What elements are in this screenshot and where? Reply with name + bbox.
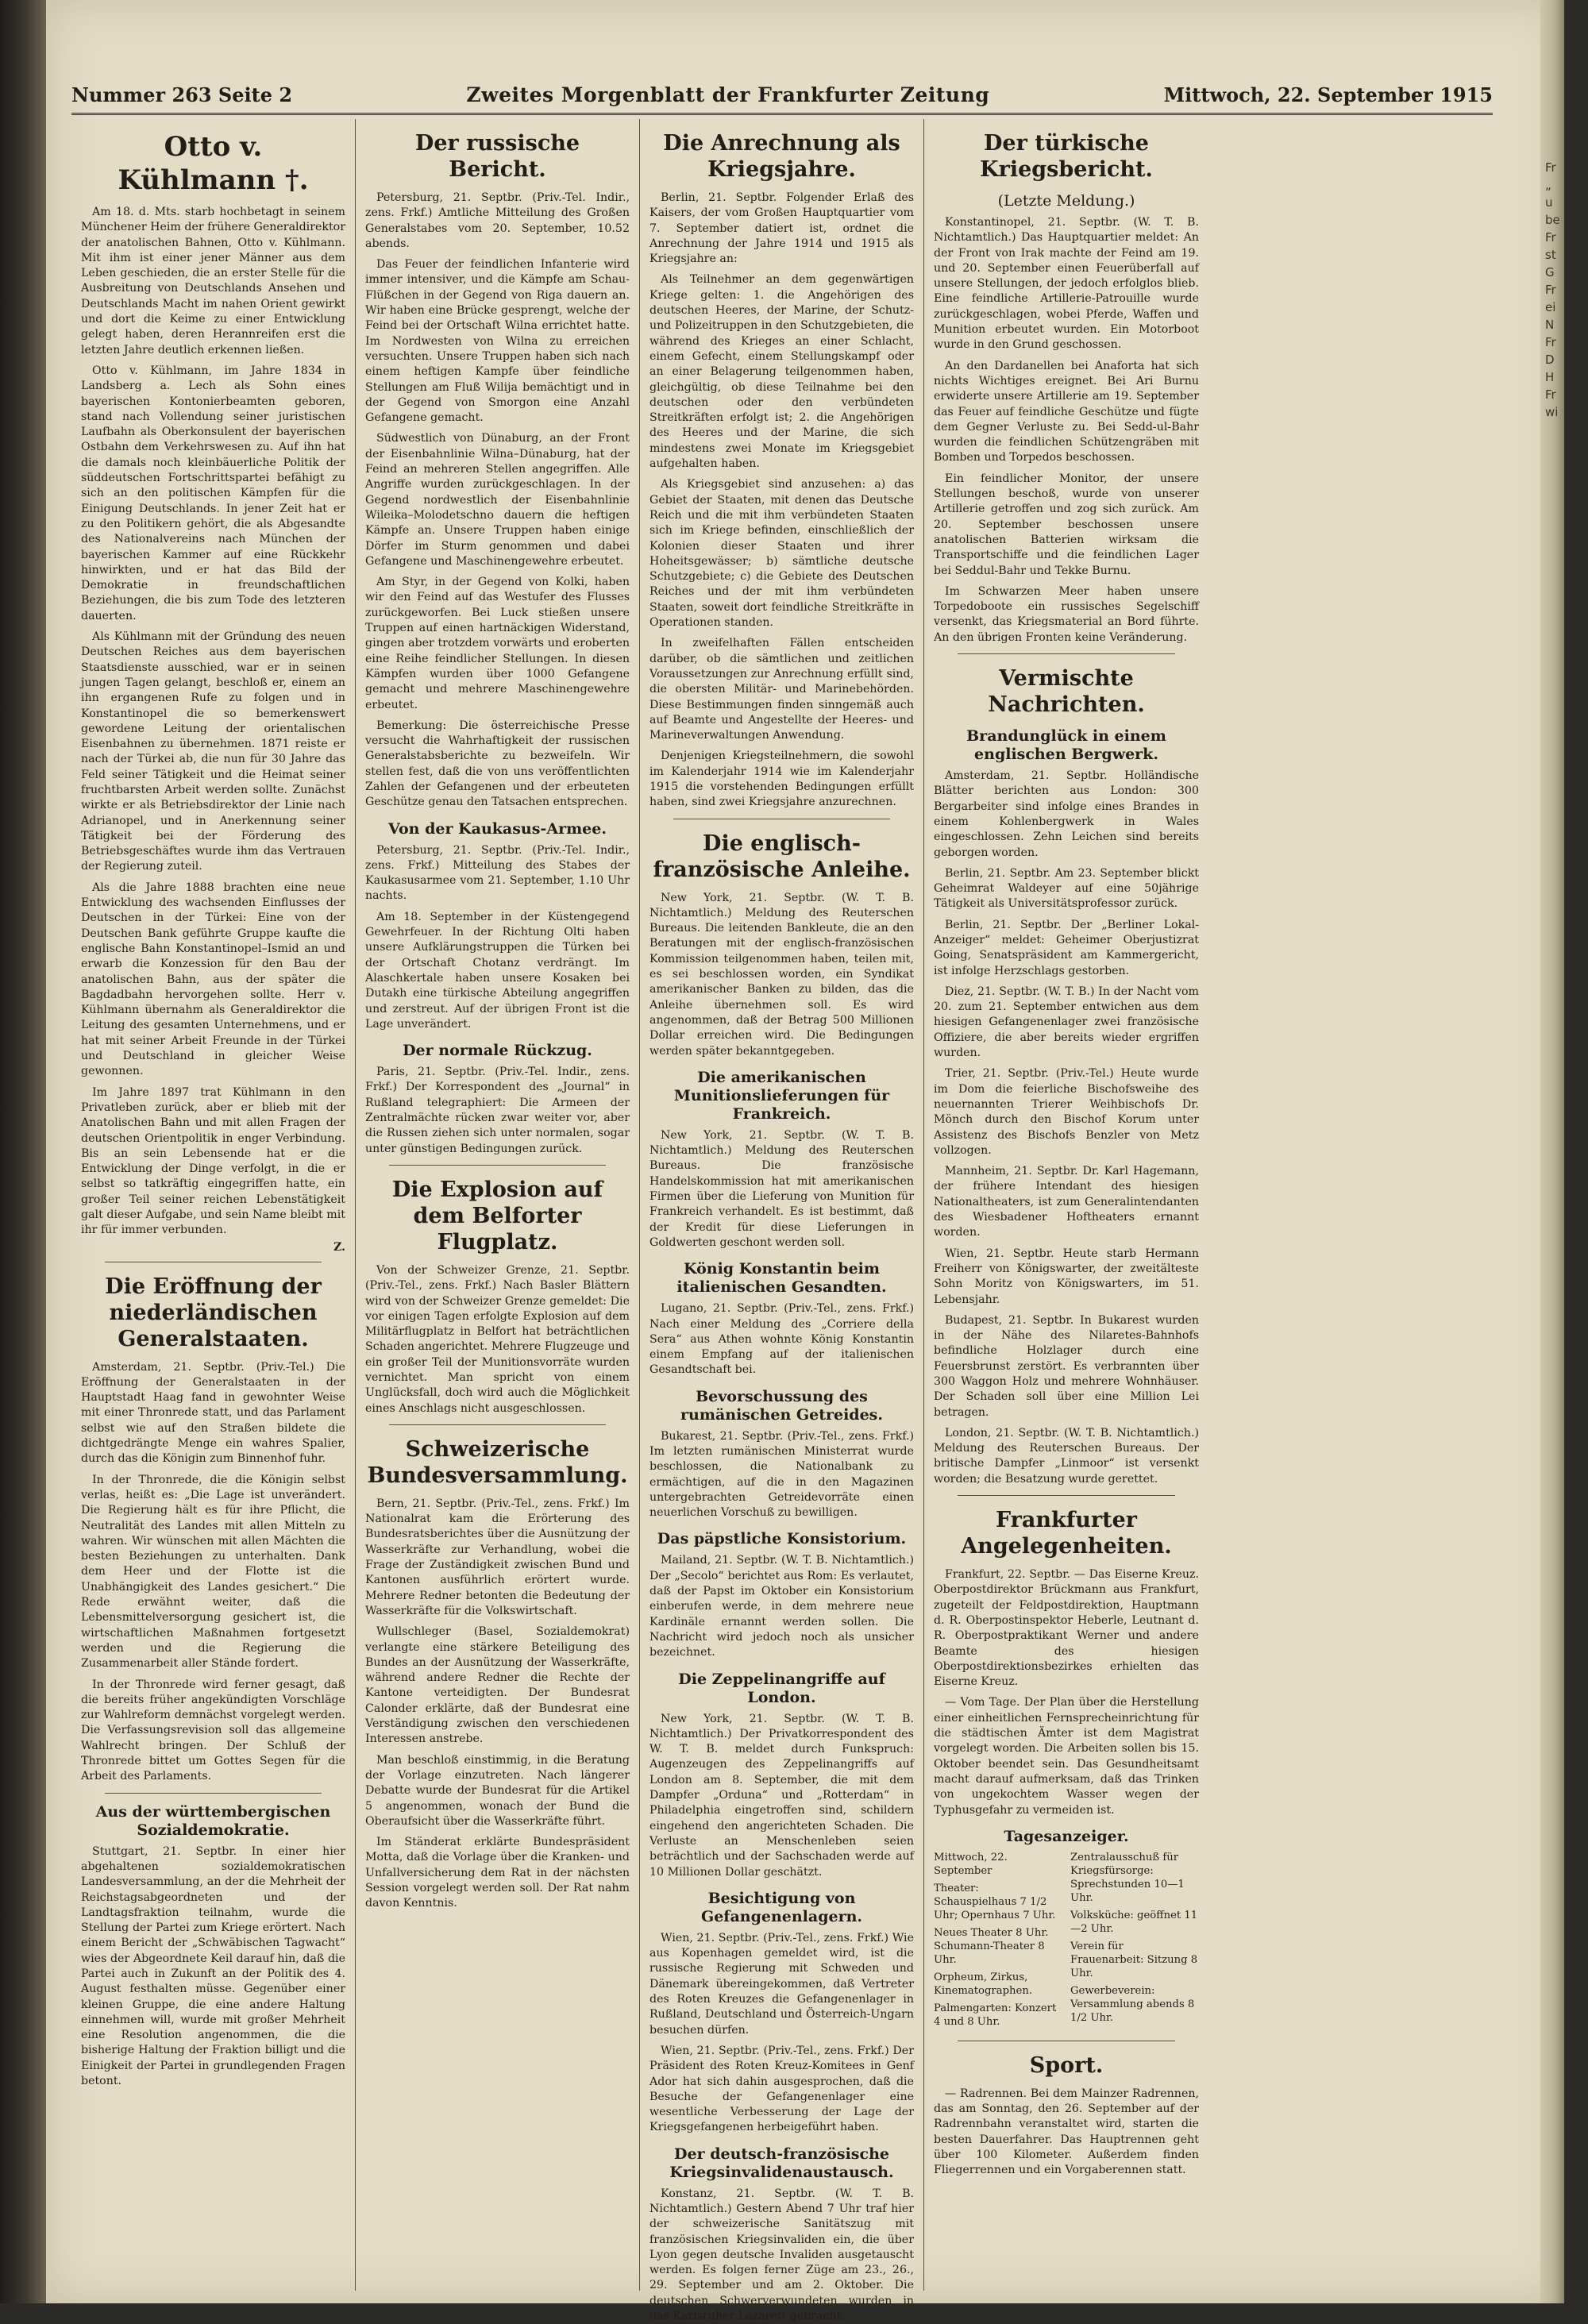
paragraph: Wien, 21. Septbr. (Priv.-Tel., zens. Frkf.) Der Präsident des Roten Kreuz-Komitees in Genf Ador hat sich dahin ausgesprochen, daß die Besuche der Gefangenenlager eine wesentliche Verbesserung der Lage der Kriegsgefangenen herbeigeführt haben. (649, 2044, 914, 2134)
article-sport (934, 2087, 1199, 2179)
paragraph: — Radrennen. Bei dem Mainzer Radrennen, das am Sonntag, den 26. September auf der Radrennbahn veranstaltet wird, starten die besten Dauerfahrer. Das Hauptrennen geht über 100 Kilometer. Außerdem finden Fliegerrennen und ein Vorgaberennen statt. (934, 2087, 1199, 2177)
paragraph: Im Jahre 1897 trat Kühlmann in den Privatleben zurück, aber er blieb mit der Anatolischen Bahn und mit allen Fragen der deutschen Orientpolitik in enger Verbindung. Bis an sein Lebensende hat er die Entwicklung der Dinge verfolgt, in die er selbst so tatkräftig eingegriffen hatte, ein großer Teil seiner reichen Lebenstätigkeit galt dieser Aufgabe, und sein Name bleibt mit ihr für immer verbunden. (81, 1085, 345, 1237)
paragraph: Konstantinopel, 21. Septbr. (W. T. B. Nichtamtlich.) Das Hauptquartier meldet: An der Front von Irak machte der Feind am 19. und 20. September einen Feuerüberfall auf unsere Stellungen, der jedoch erfolglos blieb. Eine feindliche Artillerie-Patrouille wurde zurückgeschlagen, wobei Pferde, Waffen und Munition erbeutet wurden. Ein Motorboot wurde in den Grund geschossen. (934, 216, 1199, 352)
paragraph: Berlin, 21. Septbr. Am 23. September blickt Geheimrat Waldeyer auf eine 50jährige Tätigkeit als Universitätsprofessor zurück. (934, 866, 1199, 911)
paragraph: Wien, 21. Septbr. (Priv.-Tel., zens. Frkf.) Wie aus Kopenhagen gemeldet wird, ist die russische Regierung mit Schweden und Dänemark übereingekommen, daß Vertreter des Roten Kreuzes die Gefangenenlager in Rußland, Deutschland und Österreich-Ungarn besuchen dürfen. (649, 1931, 914, 2037)
issue-number: Nummer 263 Seite 2 (71, 83, 293, 106)
headline-zeppelin: Die Zeppelinangriffe auf London. (678, 1670, 885, 1706)
paragraph: Berlin, 21. Septbr. Folgender Erlaß des Kaisers, der vom Großen Hauptquartier vom 7. September datiert ist, ordnet die Anrechnung der Jahre 1914 und 1915 als Kriegsjahre an: (649, 191, 914, 266)
paragraph: Neues Theater 8 Uhr. Schumann-Theater 8 Uhr. (934, 1926, 1049, 1966)
paragraph: Als Kriegsgebiet sind anzusehen: a) das Gebiet der Staaten, mit denen das Deutsche Reich und die mit ihm verbündeten Staaten sich im Kriege befinden, einschließlich der Kolonien dieser Staaten und ihrer Hoheitsgewässer; b) sämtliche deutsche Schutzgebiete; c) die Gebiete des Deutschen Reiches und der mit ihm verbündeten Staaten, soweit dort feindliche Streitkräfte in Operationen standen. (649, 478, 914, 630)
separator (105, 1793, 322, 1794)
article-frankfurt (934, 1567, 1199, 1818)
headline-turkish-report: Der türkische Kriegsbericht. (980, 131, 1153, 182)
headline-sport: Sport. (1029, 2052, 1104, 2078)
headline-russian-report: Der russische Bericht. (414, 131, 580, 182)
paragraph: Als die Jahre 1888 brachten eine neue Entwicklung des wachsenden Einflusses der Deutschen in der Türkei: Eine von der Deutschen Bank geführte Gruppe kaufte die englische Bahn Konstantinopel–Ismid an und erwarb die Konzession für den Bau der anatolischen Bahn, aus der später die Bagdadbahn hervorgehen sollte. Herr v. Kühlmann übernahm als Generaldirektor die Leitung des gesamten Unternehmens, und er hat mit seiner Arbeit Freunde in der Türkei und Deutschland in gleicher Weise gewonnen. (81, 881, 345, 1078)
paragraph: Berlin, 21. Septbr. Der „Berliner Lokal-Anzeiger“ meldet: Geheimer Oberjustizrat Going, Senatspräsident am Kammergericht, ist infolge Herzschlags gestorben. (934, 918, 1199, 977)
paragraph: Wien, 21. Septbr. Heute starb Hermann Freiherr von Königswarter, der zweitälteste Sohn Moritz von Königswarters, im 51. Lebensjahr. (934, 1247, 1199, 1306)
paragraph: Am 18. September in der Küstengegend Gewehrfeuer. In der Richtung Olti haben unsere Aufklärungstruppen die Türken bei der Ortschaft Chotanz verdrängt. Im Alaschkertale haben unsere Kosaken bei Dutakh eine türkische Abteilung angegriffen und zerstreut. Auf der übrigen Front ist die Lage unverändert. (365, 910, 630, 1031)
paragraph: Lugano, 21. Septbr. (Priv.-Tel., zens. Frkf.) Nach einer Meldung des „Corriere della Sera“ aus Athen wohnte König Konstantin einem Empfang auf der italienischen Gesandtschaft bei. (649, 1302, 914, 1377)
paragraph: Mittwoch, 22. September (934, 1851, 1008, 1877)
paragraph: Denjenigen Kriegsteilnehmern, die sowohl im Kalenderjahr 1914 wie im Kalenderjahr 1915 die vorstehenden Bedingungen erfüllt haben, sind zwei Kriegsjahre anzurechnen. (649, 750, 914, 809)
paragraph: New York, 21. Septbr. (W. T. B. Nichtamtlich.) Der Privatkorrespondent des W. T. B. meldet durch Funkspruch: Augenzeugen des Zeppelinangriffs auf London am 8. September, die mit dem Dampfer „Orduna“ und „Rotterdam“ in Philadelphia eingetroffen sind, schildern eingehend den angerichteten Schaden. Die Verluste an Menschenleben seien beträchtlich und der Sachschaden werde auf 10 Millionen Dollar geschätzt. (649, 1712, 914, 1879)
article-getreide (649, 1429, 914, 1521)
headline-gefangenenlager: Besichtigung von Gefangenenlagern. (700, 1889, 863, 1925)
paragraph: Zentralausschuß für Kriegsfürsorge: Sprechstunden 10—1 Uhr. (1070, 1851, 1185, 1904)
paragraph: Gewerbeverein: Versammlung abends 8 1/2 Uhr. (1070, 1984, 1195, 2024)
paragraph: Ein feindlicher Monitor, der unsere Stellungen beschoß, wurde von unserer Artillerie getroffen und zog sich zurück. Am 20. September beschossen unsere anatolischen Batterien wirksam die Transportschiffe und die feindlichen Lager bei Seddul-Bahr und Tekke Burnu. (934, 472, 1199, 577)
paragraph: Bukarest, 21. Septbr. (Priv.-Tel., zens. Frkf.) Im letzten rumänischen Ministerrat wurde beschlossen, die Nationalbank zu ermächtigen, auf die in den Magazinen untergebrachten Getreidevorräte einen neuerlichen Vorschuß zu bewilligen. (649, 1429, 914, 1520)
paragraph: Als Kühlmann mit der Gründung des neuen Deutschen Reiches aus dem bayerischen Staatsdienste ausschied, war er in seinen jungen Tagen gelangt, beschloß er, einem an ihn ergangenen Rufe zu folgen und in Konstantinopel die so bemerkenswert gewordene Leitung der orientalischen Eisenbahnen zu übernehmen. 1871 reiste er nach der Türkei ab, die nun für 30 Jahre das Feld seiner Tätigkeit und die Heimat seiner fruchtbarsten Arbeit werden sollte. Zunächst wirkte er als Betriebsdirektor der Linie nach Adrianopel, und in Anerkennung seiner Tätigkeit bei der Förderung des Betriebsgeschäftes wurde ihm das Vertrauen der Regierung zuteil. (81, 630, 345, 873)
edge-fragment: wi (1545, 405, 1559, 419)
headline-bergwerk: Brandunglück in einem englischen Bergwerk. (966, 727, 1166, 764)
edge-fragment: be (1545, 213, 1560, 227)
separator (389, 1424, 606, 1425)
paragraph: Verein für Frauenarbeit: Sitzung 8 Uhr. (1070, 1940, 1198, 1979)
article-invalidenaustausch (649, 2187, 914, 2324)
paragraph: Amsterdam, 21. Septbr. Holländische Blätter berichten aus London: 300 Bergarbeiter sind infolge eines Brandes in einem Kohlenbergwerk in Wales eingeschlossen. Zehn Leichen sind bereits geborgen worden. (934, 769, 1199, 859)
paragraph: Konstanz, 21. Septbr. (W. T. B. Nichtamtlich.) Gestern Abend 7 Uhr traf hier der schweizerische Sanitätszug mit französischen Kriegsinvaliden ein, die über Lyon gegen deutsche Invaliden ausgetauscht werden. Es folgen ferner Züge am 23., 26., 29. September und am 2. Oktober. Die deutschen Schwerverwundeten wurden in das Karlsruher Lazarett gebracht. (649, 2187, 914, 2323)
article-bundesversammlung (365, 1497, 630, 1912)
paragraph: Trier, 21. Septbr. (Priv.-Tel.) Heute wurde im Dom die feierliche Bischofsweihe des neuernannten Trierer Weihbischofs Dr. Mönch durch den Bischof Korum unter Assistenz des Bischofs Benzler von Metz vollzogen. (934, 1067, 1199, 1157)
masthead (71, 76, 1493, 115)
paragraph: An den Dardanellen bei Anaforta hat sich nichts Wichtiges ereignet. Bei Ari Burnu erwiderte unsere Artillerie am 19. September das Feuer auf feindliche Geschütze und fügte dem Gegner Verluste zu. Bei Sedd-ul-Bahr wurden die feindlichen Schützengräben mit Bomben und Torpedos beschossen. (934, 359, 1199, 464)
paragraph: Im Ständerat erklärte Bundespräsident Motta, daß die Vorlage über die Kranken- und Unfallversicherung dem Rat in der nächsten Session vorgelegt werden soll. Der Rat nahm davon Kenntnis. (365, 1836, 630, 1910)
paragraph: Wullschleger (Basel, Sozialdemokrat) verlangte eine stärkere Beteiligung des Bundes an der Ausnützung der Wasserkräfte, während andere Redner die Rechte der Kantone verteidigten. Der Bundesrat Calonder erklärte, daß der Bundesrat eine Verständigung zwischen den verschiedenen Interessen anstrebe. (365, 1625, 630, 1746)
article-columns (71, 119, 1493, 2323)
column-1 (71, 119, 356, 2291)
article-gefangenenlager (649, 1931, 914, 2136)
newspaper-title: Zweites Morgenblatt der Frankfurter Zeitung (466, 83, 990, 106)
paragraph: Paris, 21. Septbr. (Priv.-Tel. Indir., zens. Frkf.) Der Korrespondent des „Journal“ in Rußland telegraphiert: Die Armeen der Zentralmächte rücken zwar weiter vor, aber die Russen ziehen sich unter normalen, sogar unter günstigen Bedingungen zurück. (365, 1066, 630, 1155)
paragraph: Amsterdam, 21. Septbr. (Priv.-Tel.) Die Eröffnung der Generalstaaten in der Hauptstadt Haag fand in gewohnter Weise mit einer Thronrede statt, und das Parlament selbst wie auf den Straßen bildete die dichtgedrängte Menge ein wahres Spalier, durch das die Königin zum Binnenhof fuhr. (81, 1360, 345, 1466)
paragraph: Theater: Schauspielhaus 7 1/2 Uhr; Opernhaus 7 Uhr. (934, 1882, 1056, 1921)
edge-fragment: N (1545, 318, 1555, 332)
paragraph: Als Teilnehmer an dem gegenwärtigen Kriege gelten: 1. die Angehörigen des deutschen Heeres, der Marine, der Schutz- und Polizeitruppen in den Schutzgebieten, die während des Krieges an einer Schlacht, einem Gefecht, einem Stellungskampf oder an einer Belagerung teilgenommen haben, gleichgültig, ob diese Teilnahme bei den deutschen oder den verbündeten Streitkräften erfolgt ist; 2. die Angehörigen des Heeres und der Marine, die sich mindestens zwei Monate im Kriegsgebiet aufgehalten haben. (649, 273, 914, 471)
article-generalstaaten (81, 1360, 345, 1785)
edge-fragment: H (1545, 370, 1555, 384)
listing-right (1070, 1851, 1199, 2033)
tagesanzeiger-listing (934, 1851, 1199, 2033)
article-munition (649, 1128, 914, 1251)
column-4 (924, 119, 1208, 2291)
paragraph: Otto v. Kühlmann, im Jahre 1834 in Landsberg a. Lech als Sohn eines bayerischen Kontonierbeamten geboren, stand nach Vollendung seiner juristischen Laufbahn als Oberkonsulent der bayerischen Ostbahn dem Verkehrswesen zu. Auf ihn hat die damals noch kleinbäuerliche Politik der süddeutschen Fortschrittspartei befähigt zu sich an den politischen Kämpfen für die Einigung Deutschlands. In jener Zeit hat er zu den Politikern gehört, die als Abgesandte des Nationalvereins nach München der bayerischen Kammer auf eine Rückkehr hinwirkten, und er hat das Bild der Demokratie in freundschaftlichen Beziehungen, die bis zum Tode des letzteren dauerten. (81, 364, 345, 622)
paragraph: Petersburg, 21. Septbr. (Priv.-Tel. Indir., zens. Frkf.) Mitteilung des Stabes der Kaukasusarmee vom 21. September, 1.10 Uhr nachts. (365, 843, 630, 903)
separator (389, 1165, 606, 1166)
paragraph: Palmengarten: Konzert 4 und 8 Uhr. (934, 2002, 1057, 2028)
article-kuehlmann (81, 205, 345, 1239)
paragraph: Budapest, 21. Septbr. In Bukarest wurden in der Nähe des Nilaretes-Bahnhofs befindliche Holzlager durch eine Feuersbrunst zerstört. Es verbrannten über 300 Waggon Holz und mehrere Wohnhäuser. Der Schaden soll über eine Million Lei betragen. (934, 1313, 1199, 1419)
paragraph: Diez, 21. Septbr. (W. T. B.) In der Nacht vom 20. zum 21. September entwichen aus dem hiesigen Gefangenenlager zwei französische Offiziere, die aber bereits wieder ergriffen wurden. (934, 985, 1199, 1060)
paragraph: In der Thronrede, die die Königin selbst verlas, heißt es: „Die Lage ist unverändert. Die Regierung hält es für ihre Pflicht, die Neutralität des Landes mit allen Mitteln zu wahren. Wir wünschen mit allen Mächten die besten Beziehungen zu unterhalten. Dank dem Heer und der Flotte ist die Unabhängigkeit des Landes gesichert.“ Die Rede erwähnt weiter, daß die Lebensmittelversorgung gesichert ist, die wirtschaftlichen Maßnahmen fortgesetzt werden und die Regierung die Zusammenarbeit aller Stände fordert. (81, 1473, 345, 1671)
paragraph: Stuttgart, 21. Septbr. In einer hier abgehaltenen sozialdemokratischen Landesversammlung, an der die Mehrheit der Reichstagsabgeordneten und der Landtagsfraktion teilnahm, wurde die Stellung der Partei zum Kriege erörtert. Nach einem Bericht der „Schwäbischen Tagwacht“ wies der Abgeordnete Keil darauf hin, daß die Partei auch in Zukunft an der Politik des 4. August festhalten müsse. Gegenüber einer kleinen Gruppe, die eine andere Haltung einnehmen will, wurde mit großer Mehrheit eine Resolution angenommen, die die bisherige Haltung der Fraktion billigt und die Einigkeit der Partei in grundlegenden Fragen betont. (81, 1844, 345, 2088)
subheadline-letzte-meldung: (Letzte Meldung.) (997, 192, 1135, 210)
article-konstantin (649, 1301, 914, 1378)
listing-left (934, 1851, 1062, 2033)
paragraph: New York, 21. Septbr. (W. T. B. Nichtamtlich.) Meldung des Reuterschen Bureaus. Die französische Handelskommission hat mit amerikanischen Firmen über die Lieferung von Munition für Frankreich verhandelt. Es ist bestimmt, daß der Kredit für diese Lieferungen in Goldwerten geschont werden soll. (649, 1128, 914, 1249)
separator (958, 1495, 1175, 1496)
paragraph: In der Thronrede wird ferner gesagt, daß die bereits früher angekündigten Vorschläge zur Wahlreform demnächst vorgelegt werden. Die Verfassungsrevision soll das allgemeine Wahlrecht bringen. Der Schluß der Thronrede bittet um Gottes Segen für die Arbeit des Parlaments. (81, 1678, 345, 1783)
edge-fragment: Fr (1545, 335, 1556, 349)
paragraph: London, 21. Septbr. (W. T. B. Nichtamtlich.) Meldung des Reuterschen Bureaus. Der britische Dampfer „Linmoor“ ist versenkt worden; die Besatzung wurde gerettet. (934, 1426, 1199, 1486)
edge-fragment: u (1545, 195, 1553, 210)
headline-getreide: Bevorschussung des rumänischen Getreides. (680, 1387, 883, 1424)
paragraph: Von der Schweizer Grenze, 21. Septbr. (Priv.-Tel., zens. Frkf.) Nach Basler Blättern wird von der Schweizer Grenze gemeldet: Die vor einigen Tagen erfolgte Explosion auf dem Militärflugplatz in Belfort hat beträchtlichen Schaden angerichtet. Mehrere Flugzeuge und ein großer Teil der Munitionsvorräte wurden vernichtet. Man spricht von einem Unglücksfall, doch wird auch die Möglichkeit eines Anschlags nicht ausgeschlossen. (365, 1263, 630, 1415)
book-binding (0, 0, 46, 2303)
headline-belfort: Die Explosion auf dem Belforter Flugplatz. (391, 1177, 603, 1254)
article-kriegsjahre (649, 191, 914, 811)
edge-fragment: Fr (1545, 387, 1556, 402)
article-anleihe (649, 891, 914, 1059)
paragraph: Orpheum, Zirkus, Kinematographen. (934, 1971, 1033, 1997)
article-sozialdemokratie (81, 1844, 345, 2090)
paragraph: Das Feuer der feindlichen Infanterie wird immer intensiver, und die Kämpfe am Schau-Flüßchen in der Gegend von Riga dauern an. Wir haben eine Brücke gesprengt, welche der Feind bei der Ortschaft Wilna errichtet hatte. Im Nordwesten von Wilna zu erreichen versuchten. Unsere Truppen haben sich nach einem heftigen Kampfe über feindliche Stellungen am Fluß Wilija bemächtigt und in der Gegend von Smorgon eine Anzahl Gefangene gemacht. (365, 258, 630, 425)
article-konsistorium (649, 1553, 914, 1660)
paragraph: Südwestlich von Dünaburg, an der Front der Eisenbahnlinie Wilna–Dünaburg, hat der Feind an mehreren Stellen angegriffen. Alle Angriffe wurden zurückgeschlagen. In der Gegend nordwestlich der Eisenbahnlinie Wileika–Molodetschno dauern die heftigen Kämpfe an. Unsere Truppen haben einige Dörfer im Sturm genommen und dabei Gefangene und Maschinengewehre erbeutet. (365, 432, 630, 568)
headline-invalidenaustausch: Der deutsch-französische Kriegsinvalidenaustausch. (669, 2145, 894, 2181)
paragraph: Am Styr, in der Gegend von Kolki, haben wir den Feind auf das Westufer des Flusses zurückgeworfen. Bei Luck stießen unsere Truppen auf einen hartnäckigen Widerstand, gingen aber trotzdem vorwärts und eroberten eine Reihe feindlicher Stellungen. In diesen Kämpfen wurden über 1000 Gefangene gemacht und mehrere Maschinengewehre erbeutet. (365, 576, 630, 711)
paragraph: Mailand, 21. Septbr. (W. T. B. Nichtamtlich.) Der „Secolo“ berichtet aus Rom: Es verlautet, daß der Papst im Oktober ein Konsistorium einberufen werde, in dem mehrere neue Kardinäle ernannt werden sollen. Die Nachricht wird jedoch noch als unsicher bezeichnet. (649, 1554, 914, 1659)
article-russian-report (365, 191, 630, 811)
headline-kriegsjahre: Die Anrechnung als Kriegsjahre. (663, 131, 900, 182)
edge-fragment: ei (1545, 300, 1556, 314)
article-kaukasus (365, 843, 630, 1033)
edge-fragment: Fr (1545, 230, 1556, 245)
headline-konstantin: König Konstantin beim italienischen Gesandten. (676, 1260, 887, 1297)
edge-fragment: G (1545, 265, 1555, 279)
edge-fragment: Fr (1545, 160, 1556, 175)
paragraph: Im Schwarzen Meer haben unsere Torpedoboote ein russisches Segelschiff versenkt, das Kriegsmaterial an Bord führte. An den übrigen Fronten keine Veränderung. (934, 584, 1199, 644)
column-3 (640, 119, 924, 2323)
headline-rueckzug: Der normale Rückzug. (403, 1042, 592, 1060)
article-rueckzug (365, 1065, 630, 1157)
paragraph: Bern, 21. Septbr. (Priv.-Tel., zens. Frkf.) Im Nationalrat kam die Erörterung des Bundesratsberichtes über die Ausnützung der Wasserkräfte zur Verhandlung, wobei die Frage der Zuständigkeit zwischen Bund und Kantonen ausführlich erörtert wurde. Mehrere Redner betonten die Bedeutung der Wasserkräfte für die Volkswirtschaft. (365, 1497, 630, 1617)
separator (958, 653, 1175, 654)
headline-tagesanzeiger: Tagesanzeiger. (1004, 1827, 1129, 1845)
issue-date: Mittwoch, 22. September 1915 (1163, 83, 1493, 106)
edge-fragment: st (1545, 248, 1556, 262)
headline-bundesversammlung: Schweizerische Bundesversammlung. (367, 1436, 628, 1488)
edge-fragment: Fr (1545, 283, 1556, 297)
headline-vermischte: Vermischte Nachrichten. (988, 666, 1145, 718)
paragraph: Frankfurt, 22. Septbr. — Das Eiserne Kreuz. Oberpostdirektor Brückmann aus Frankfurt, zugeteilt der Feldpostdirektion, Hauptmann d. R. Oberpostinspektor Heberle, Leutnant d. R. Oberpostpraktikant Werner und andere Beamte des hiesigen Oberpostdirektionsbezirkes erhielten das Eiserne Kreuz. (934, 1568, 1199, 1689)
headline-sozialdemokratie: Aus der württembergischen Sozialdemokratie. (95, 1802, 331, 1839)
paragraph: New York, 21. Septbr. (W. T. B. Nichtamtlich.) Meldung des Reuterschen Bureaus. Die leitenden Bankleute, die an den Beratungen mit der englisch-französischen Kommission teilgenommen haben, teilen mit, es sei beschlossen worden, ein Syndikat amerikanischer Banken zu bilden, das die Anleihe übernehmen soll. Es wird angenommen, daß der Betrag 500 Millionen Dollar erreichen wird. Die Bedingungen werden später bekanntgegeben. (649, 891, 914, 1058)
headline-generalstaaten: Die Eröffnung der niederländischen Generalstaaten. (105, 1274, 322, 1351)
paragraph: Am 18. d. Mts. starb hochbetagt in seinem Münchener Heim der frühere Generaldirektor der anatolischen Bahnen, Otto v. Kühlmann. Mit ihm ist einer jener Männer aus dem Leben geschieden, die an erster Stelle für die Ausbreitung von Deutschlands Ansehen und Deutschlands Macht im nahen Orient gewirkt und dort die Keime zu einer Entwicklung gelegt haben, deren Herannreifen erst die letzten Jahre deutlich erkennen ließen. (81, 206, 345, 357)
edge-fragment: D (1545, 353, 1555, 367)
paragraph: Mannheim, 21. Septbr. Dr. Karl Hagemann, der frühere Intendant des hiesigen Nationaltheaters, ist zum Generalintendanten des Wiesbadener Hoftheaters ernannt worden. (934, 1165, 1199, 1239)
headline-kaukasus: Von der Kaukasus-Armee. (388, 819, 607, 838)
article-signature: Z. (333, 1240, 345, 1254)
headline-konsistorium: Das päpstliche Konsistorium. (657, 1530, 907, 1548)
column-2 (356, 119, 640, 2291)
adjacent-page-edge (1540, 0, 1564, 2303)
article-zeppelin (649, 1712, 914, 1880)
headline-frankfurt: Frankfurter Angelegenheiten. (961, 1508, 1172, 1559)
paragraph: — Vom Tage. Der Plan über die Herstellung einer einheitlichen Fernsprecheinrichtung für die städtischen Ämter ist dem Magistrat vorgelegt worden. Die Arbeiten sollen bis 15. Oktober beendet sein. Das Gesundheitsamt macht darauf aufmerksam, daß das Trinken von ungekochtem Wasser wegen der Typhusgefahr zu vermeiden ist. (934, 1696, 1199, 1817)
paragraph: Volksküche: geöffnet 11—2 Uhr. (1070, 1909, 1198, 1935)
headline-munition: Die amerikanischen Munitionslieferungen für Frankreich. (673, 1068, 890, 1123)
paragraph: Bemerkung: Die österreichische Presse versucht die Wahrhaftigkeit der russischen Generalstabsberichte zu bezweifeln. Wir stellen fest, daß die von uns veröffentlichten Zahlen der Gefangenen und der erbeuteten Geschütze genau den Tatsachen entsprechen. (365, 719, 630, 809)
headline-kuehlmann: Otto v. Kühlmann †. (118, 131, 309, 196)
edge-fragment: „ (1545, 178, 1551, 192)
adjacent-page-text (1540, 159, 1564, 421)
article-turkish-report (934, 215, 1199, 646)
headline-anleihe: Die englisch-französische Anleihe. (653, 831, 911, 882)
paragraph: In zweifelhaften Fällen entscheiden darüber, ob die sämtlichen und zeitlichen Voraussetzungen zur Anrechnung erfüllt sind, die obersten Militär- und Marinebehörden. Diese Bestimmungen finden sinngemäß auch auf Beamte und Angestellte der Heeres- und Marineverwaltungen Anwendung. (649, 637, 914, 742)
article-vermischte (934, 769, 1199, 1487)
paragraph: Petersburg, 21. Septbr. (Priv.-Tel. Indir., zens. Frkf.) Amtliche Mitteilung des Großen Generalstabes vom 20. September, 10.52 abends. (365, 191, 630, 250)
paragraph: Man beschloß einstimmig, in die Beratung der Vorlage einzutreten. Nach längerer Debatte wurde der Bundesrat für die Artikel 5 angenommen, wonach der Bund die Oberaufsicht über die Wasserkräfte führt. (365, 1753, 630, 1828)
article-belfort (365, 1263, 630, 1416)
